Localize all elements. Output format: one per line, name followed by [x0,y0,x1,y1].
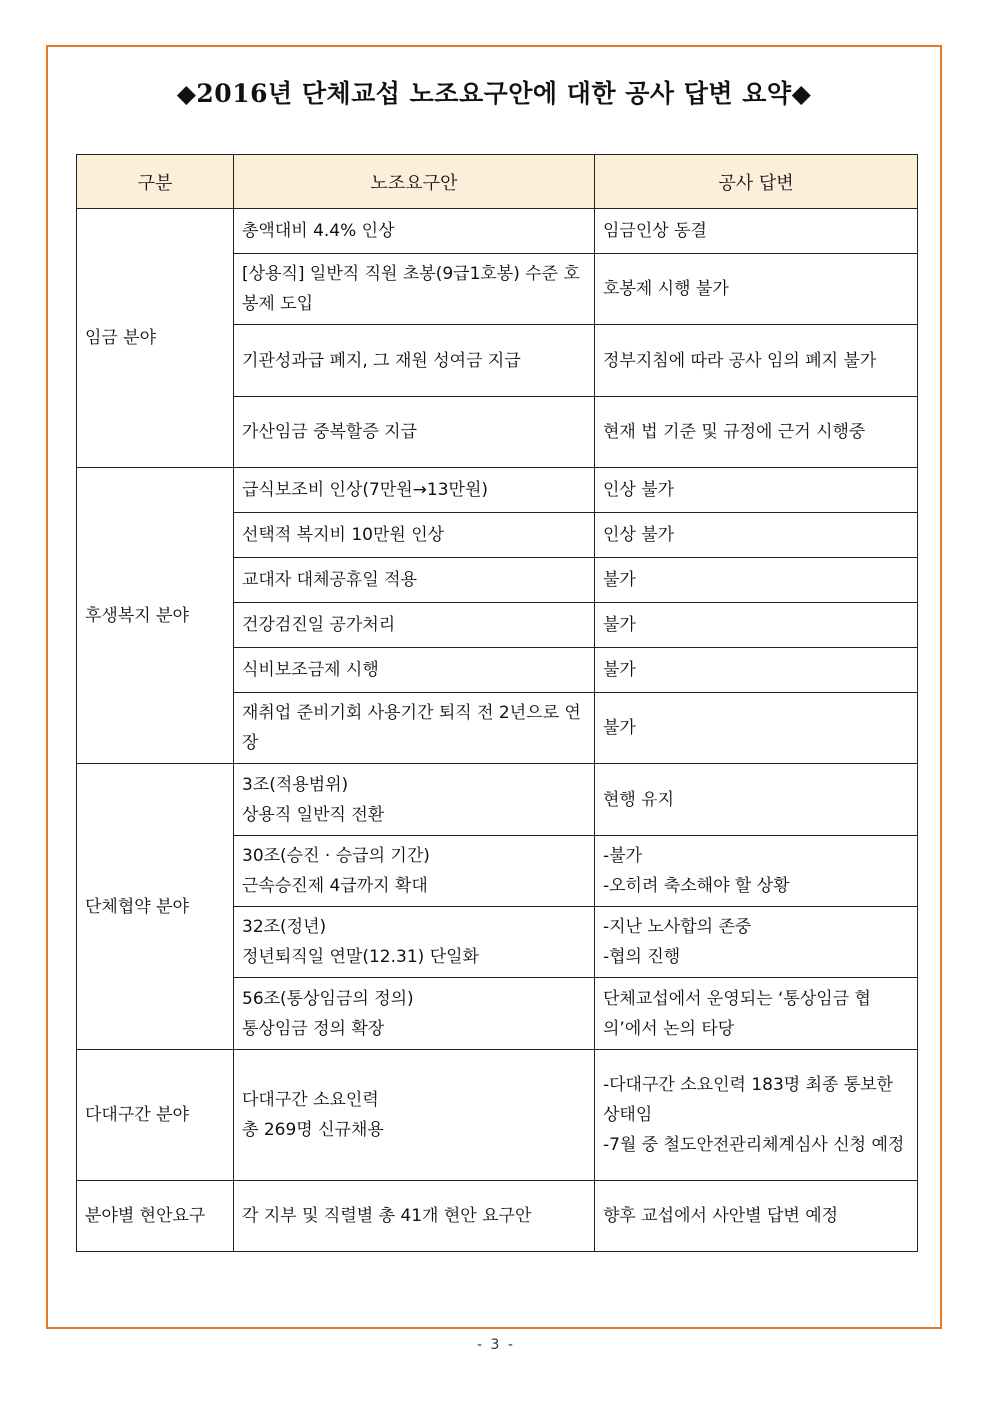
demand-cell [234,764,595,836]
answer-cell: 향후 교섭에서 사안별 답변 예정 [595,1181,918,1252]
answer-line: -지난 노사합의 존중 [603,917,752,937]
answer-cell [595,836,918,907]
demand-cell [234,978,595,1050]
category-multi: 다대구간 분야 [77,1050,234,1181]
answer-cell [595,1050,918,1181]
header-category: 구분 [77,155,234,209]
demand-cell: 급식보조비 인상(7만원→13만원) [234,468,595,513]
category-welfare: 후생복지 분야 [77,468,234,764]
header-answer: 공사 답변 [595,155,918,209]
demand-cell: 재취업 준비기회 사용기간 퇴직 전 2년으로 연장 [234,693,595,764]
answer-cell: 불가 [595,648,918,693]
article-title: 30조(승진 · 승급의 기간) [242,846,430,866]
document-title: ◆2016년 단체교섭 노조요구안에 대한 공사 답변 요약◆ [176,79,812,108]
demand-cell: 교대자 대체공휴일 적용 [234,558,595,603]
demand-cell [234,836,595,907]
demand-cell: [상용직] 일반직 직원 초봉(9급1호봉) 수준 호봉제 도입 [234,254,595,325]
article-title: 32조(정년) [242,917,327,937]
demand-cell [234,907,595,978]
answer-line: -7월 중 철도안전관리체계심사 신청 예정 [603,1135,905,1155]
article-demand: 정년퇴직일 연말(12.31) 단일화 [242,947,479,967]
demand-cell: 식비보조금제 시행 [234,648,595,693]
article-demand: 근속승진제 4급까지 확대 [242,876,428,896]
demand-line: 다대구간 소요인력 [242,1090,379,1110]
answer-cell: 인상 불가 [595,513,918,558]
demand-cell: 각 지부 및 직렬별 총 41개 현안 요구안 [234,1181,595,1252]
answer-cell: 단체교섭에서 운영되는 ‘통상임금 협의’에서 논의 타당 [595,978,918,1050]
answer-cell: 현재 법 기준 및 규정에 근거 시행중 [595,397,918,468]
answer-cell: 불가 [595,603,918,648]
demand-line: 총 269명 신규채용 [242,1120,384,1140]
answer-cell: 현행 유지 [595,764,918,836]
table-row [77,764,918,836]
answer-line: -다대구간 소요인력 183명 최종 통보한 상태임 [603,1075,894,1125]
answer-line: -오히려 축소해야 할 상황 [603,876,790,896]
answer-cell: 불가 [595,693,918,764]
article-title: 56조(통상임금의 정의) [242,988,414,1009]
demand-cell: 건강검진일 공가처리 [234,603,595,648]
page-number: - 3 - [477,1337,515,1353]
demand-cell: 선택적 복지비 10만원 인상 [234,513,595,558]
table-row [77,468,918,513]
header-demand: 노조요구안 [234,155,595,209]
answer-cell: 호봉제 시행 불가 [595,254,918,325]
category-wage: 임금 분야 [77,209,234,468]
answer-line: -협의 진행 [603,947,681,967]
article-demand: 상용직 일반직 전환 [242,804,385,825]
answer-line: -불가 [603,846,642,866]
article-demand: 통상임금 정의 확장 [242,1018,385,1039]
category-agreement: 단체협약 분야 [77,764,234,1050]
answer-cell: 불가 [595,558,918,603]
table-row [77,1050,918,1181]
demand-cell: 가산임금 중복할증 지급 [234,397,595,468]
answer-cell: 정부지침에 따라 공사 임의 폐지 불가 [595,325,918,397]
demand-cell: 총액대비 4.4% 인상 [234,209,595,254]
demand-cell [234,1050,595,1181]
table-header-row [77,155,918,209]
answer-cell: 인상 불가 [595,468,918,513]
answer-cell: 임금인상 동결 [595,209,918,254]
table-row [77,1181,918,1252]
category-local: 분야별 현안요구 [77,1181,234,1252]
table-row [77,209,918,254]
demand-cell: 기관성과급 폐지, 그 재원 성여금 지급 [234,325,595,397]
answer-cell [595,907,918,978]
summary-table [76,154,918,1252]
article-title: 3조(적용범위) [242,774,349,795]
